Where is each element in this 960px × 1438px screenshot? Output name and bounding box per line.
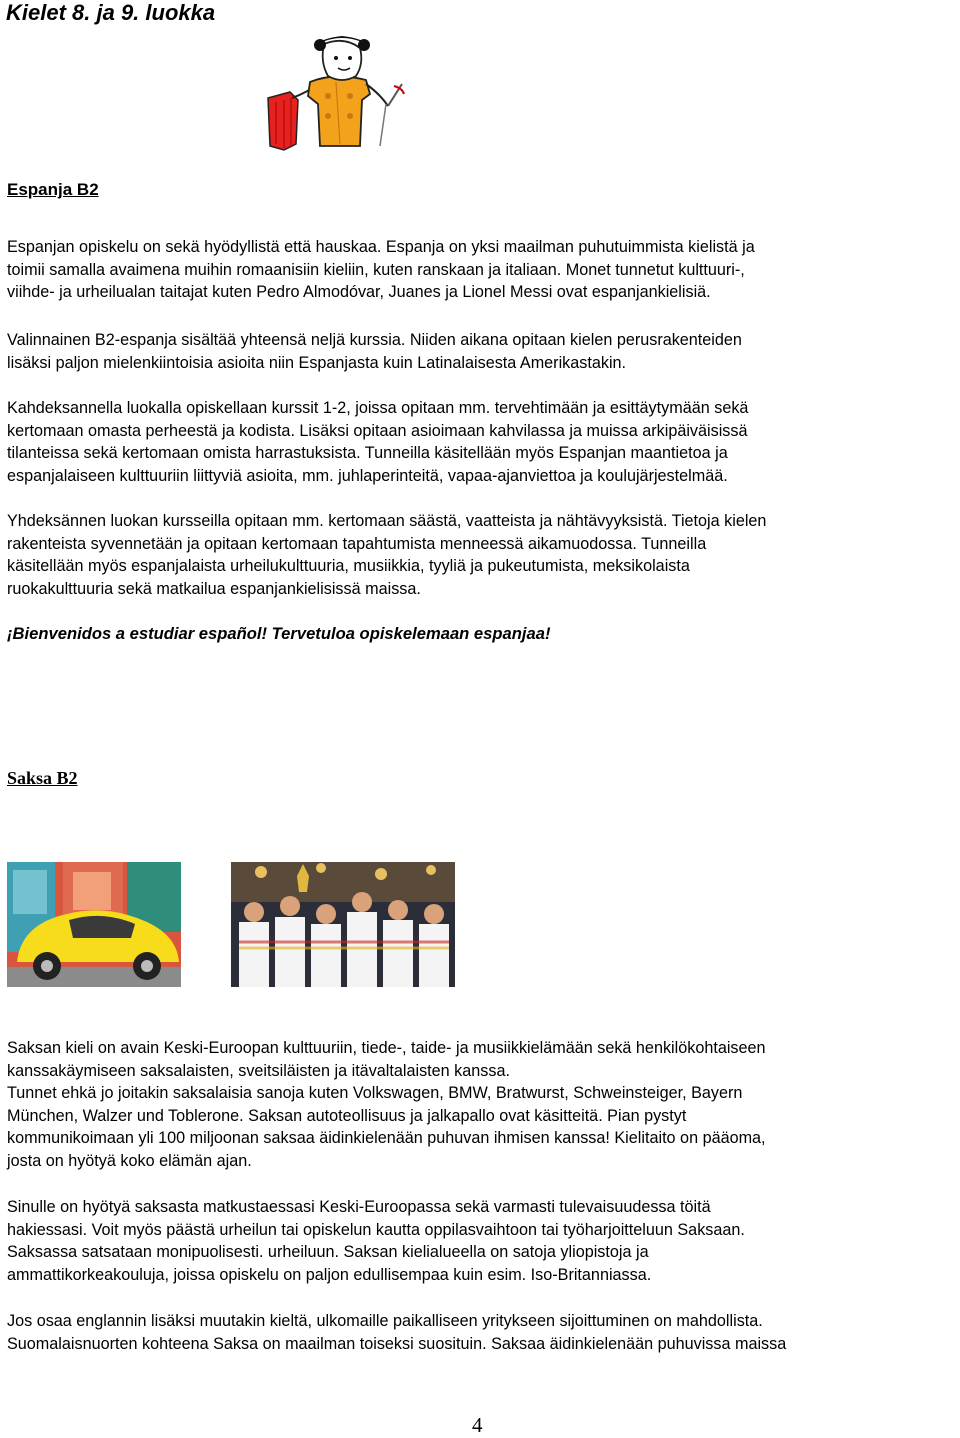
football-team-photo <box>231 862 455 987</box>
german-paragraph-1: Saksan kieli on avain Keski-Euroopan kulttuuriin, tiede-, taide- ja musiikkielämään sekä henkilökohtaiseen kanssakäymiseen saksalaisten, sveitsiläisten ja itävaltalaisten kanssa. Tunnet ehkä jo joitakin saksalaisia sanoja kuten Volkswagen, BMW, Bratwurst, Schweinsteiger, Bayern München, Walzer und Toblerone. Saksan autoteollisuus ja jalkapallo ovat käsitteitä. Pian pystyt kommunikoimaan yli 100 miljoonan saksaa äidinkielenään puhuvan ihmisen kanssa! Kielitaito on pääoma, josta on hyötyä koko elämän ajan. <box>7 1039 766 1170</box>
page-number: 4 <box>472 1413 483 1437</box>
german-paragraph-3: Jos osaa englannin lisäksi muutakin kieltä, ulkomaille paikalliseen yritykseen sijoittuminen on mahdollista. Suomalaisnuorten kohteena Saksa on maailman toiseksi suosituin. Saksaa äidinkielenään puhuvissa maissa <box>7 1312 787 1353</box>
section-heading-spanish: Espanja B2 <box>7 180 99 199</box>
yellow-beetle-photo <box>7 862 181 987</box>
page-title: Kielet 8. ja 9. luokka <box>6 0 216 25</box>
spanish-paragraph-1: Espanjan opiskelu on sekä hyödyllistä että hauskaa. Espanja on yksi maailman puhutuimmista kielistä ja toimii samalla avaimena muihin romaanisiin kieliin, kuten ranskaan ja italiaan. Monet tunnetut kulttuuri-, viihde- ja urheilualan taitajat kuten Pedro Almodóvar, Juanes ja Lionel Messi ovat espanjankielisiä. <box>7 238 755 302</box>
section-heading-german: Saksa B2 <box>7 768 78 788</box>
spanish-paragraph-4: Yhdeksännen luokan kursseilla opitaan mm. kertomaan säästä, vaatteista ja nähtävyyksistä. Tietoja kielen rakenteista syvennetään ja opitaan kertomaan tapahtumista menneessä aikamuodossa. Tunneilla käsitellään myös espanjalaista urheilukulttuuria, musiikkia, tyyliä ja pukeutumista, meksikolaista ruokakulttuuria sekä matkailua espanjankielisissä maissa. <box>7 512 767 598</box>
spanish-paragraph-3: Kahdeksannella luokalla opiskellaan kurssit 1-2, joissa opitaan mm. tervehtimään ja esittäytymään sekä kertomaan omasta perheestä ja kodista. Lisäksi opitaan asioimaan kahvilassa ja muissa arkipäiväisissä tilanteissa sekä kertomaan omista harrastuksista. Tunneilla käsitellään myös Espanjan maantietoa ja espanjalaiseen kulttuuriin liittyviä asioita, mm. juhlaperinteitä, vapaa-ajanviettoa ja koulujärjestelmää. <box>7 399 749 485</box>
german-paragraph-2: Sinulle on hyötyä saksasta matkustaessasi Keski-Euroopassa sekä varmasti tulevaisuudessa töitä hakiessasi. Voit myös päästä urheilun tai opiskelun kautta oppilasvaihtoon tai työharjoitteluun Saksaan. Saksassa satsataan monipuolisesti. urheiluun. Saksan kielialueella on satoja yliopistoja ja ammattikorkeakouluja, joissa opiskelu on paljon edullisempaa kuin esim. Iso-Britanniassa. <box>7 1198 745 1284</box>
matador-illustration <box>262 34 408 152</box>
spanish-welcome: ¡Bienvenidos a estudiar español! Tervetuloa opiskelemaan espanjaa! <box>7 624 551 643</box>
spanish-paragraph-2: Valinnainen B2-espanja sisältää yhteensä neljä kurssia. Niiden aikana opitaan kielen perusrakenteiden lisäksi paljon mielenkiintoisia asioita niin Espanjasta kuin Latinalaisesta Amerikastakin. <box>7 331 742 372</box>
